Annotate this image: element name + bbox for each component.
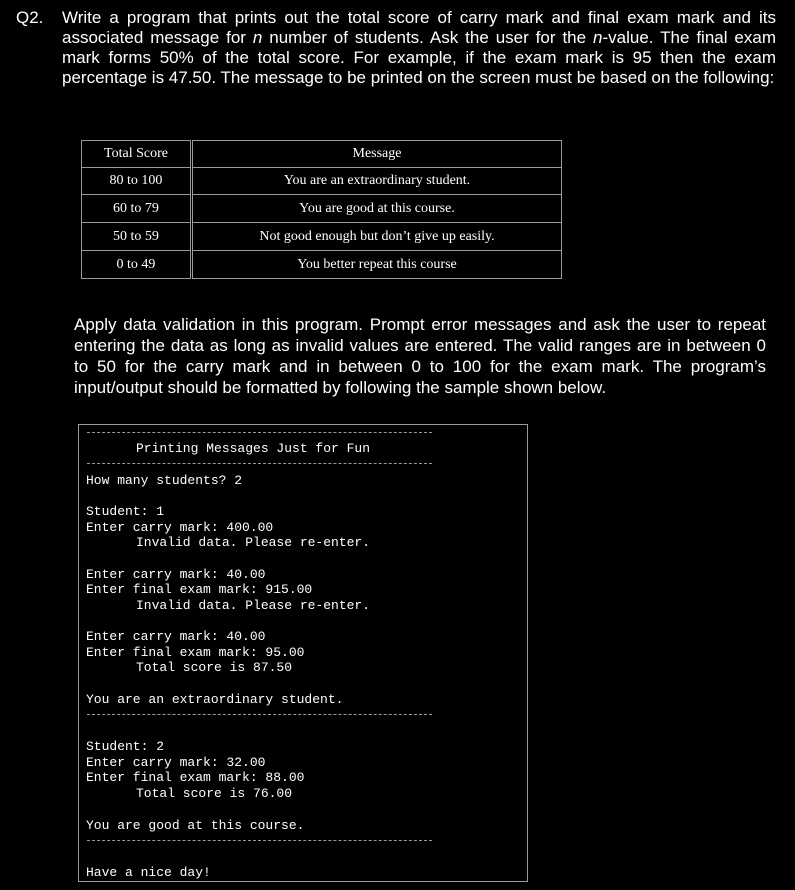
console-line: Enter final exam mark: 95.00 bbox=[86, 645, 305, 660]
score-range: 50 to 59 bbox=[82, 223, 192, 251]
table-row bbox=[82, 195, 562, 223]
score-range: 0 to 49 bbox=[82, 251, 192, 279]
table-header-row bbox=[82, 141, 562, 168]
dashed-separator bbox=[87, 714, 432, 715]
console-error: Invalid data. Please re-enter. bbox=[136, 535, 371, 550]
console-line: Student: 2 bbox=[86, 739, 165, 754]
console-line: Have a nice day! bbox=[86, 865, 211, 880]
table-row bbox=[82, 168, 562, 195]
score-range: 80 to 100 bbox=[82, 168, 192, 195]
dashed-separator bbox=[87, 463, 432, 464]
score-message-table bbox=[81, 140, 562, 279]
validation-instructions: Apply data validation in this program. Prompt error messages and ask the user to repeat entering the data as long as invalid values are entered. The valid ranges are in between 0 to 50 for the carry mark and in between 0 to 100 for the exam mark. The program’s input/output should be formatted by following the sample shown below. bbox=[74, 315, 766, 397]
dashed-separator bbox=[87, 432, 432, 433]
score-message: Not good enough but don’t give up easily. bbox=[192, 223, 562, 251]
dashed-separator bbox=[87, 840, 432, 841]
console-message: You are an extraordinary student. bbox=[86, 692, 344, 707]
console-line: Enter carry mark: 40.00 bbox=[86, 629, 266, 644]
console-line: Enter carry mark: 400.00 bbox=[86, 520, 274, 535]
console-line: Enter final exam mark: 88.00 bbox=[86, 770, 305, 785]
console-title: Printing Messages Just for Fun bbox=[136, 441, 371, 456]
console-total: Total score is 87.50 bbox=[136, 660, 293, 675]
console-total: Total score is 76.00 bbox=[136, 786, 293, 801]
table-row bbox=[82, 251, 562, 279]
n-variable: n bbox=[593, 28, 603, 47]
score-message: You are an extraordinary student. bbox=[192, 168, 562, 195]
question-text: Write a program that prints out the total score of carry mark and final exam mark and its associated message for n number of students. Ask the user for the n-value. The final exam mark forms 50% of the total score. For example, if the exam mark is 95 then the exam percentage is 47.50. The message to be printed on the screen must be based on the following: bbox=[62, 8, 776, 87]
question-number: Q2. bbox=[16, 8, 44, 27]
console-line: Enter final exam mark: 915.00 bbox=[86, 582, 313, 597]
console-line: Student: 1 bbox=[86, 504, 165, 519]
score-message: You better repeat this course bbox=[192, 251, 562, 279]
console-message: You are good at this course. bbox=[86, 818, 305, 833]
console-error: Invalid data. Please re-enter. bbox=[136, 598, 371, 613]
header-message: Message bbox=[192, 141, 562, 168]
console-line: Enter carry mark: 40.00 bbox=[86, 567, 266, 582]
header-total-score: Total Score bbox=[82, 141, 192, 168]
score-message: You are good at this course. bbox=[192, 195, 562, 223]
score-range: 60 to 79 bbox=[82, 195, 192, 223]
question-block bbox=[16, 8, 776, 88]
sample-console-output bbox=[78, 424, 528, 882]
n-variable: n bbox=[252, 28, 263, 47]
console-line: Enter carry mark: 32.00 bbox=[86, 755, 266, 770]
table-row bbox=[82, 223, 562, 251]
console-line: How many students? 2 bbox=[86, 473, 243, 488]
